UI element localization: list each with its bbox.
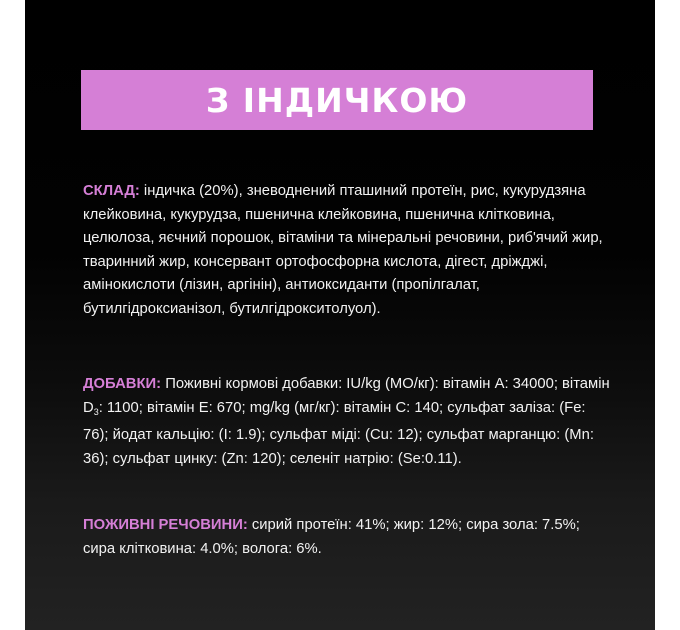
title-banner	[81, 70, 593, 130]
nutrients-text: сирий протеїн: 41%; жир: 12%; сира зола: 7.5%; сира клітковина: 4.0%; волога: 6%.	[83, 517, 580, 557]
composition-label: СКЛАД:	[83, 183, 140, 199]
nutrients-section	[83, 514, 613, 561]
additives-text-before: Поживні кормові добавки: IU/kg (МО/кг): вітамін А: 34000; вітамін D	[83, 376, 610, 416]
additives-subscript: 3	[93, 406, 99, 417]
additives-section	[83, 373, 613, 471]
additives-text-after: : 1100; вітамін Е: 670; mg/kg (мг/кг): вітамін С: 140; сульфат заліза: (Fe: 76); йодат кальцію: (I: 1.9); сульфат міді: (Cu: 12); сульфат марганцю: (Mn: 36); сульфат цинку: (Zn: 120); селеніт натрію: (Se:0.11).	[83, 399, 594, 467]
additives-label: ДОБАВКИ:	[83, 376, 162, 392]
product-info-panel	[25, 0, 655, 630]
composition-text: індичка (20%), зневоднений пташиний протеїн, рис, кукурудзяна клейковина, кукурудза, пшенична клейковина, пшенична клітковина, целюлоза, яєчний порошок, вітаміни та мінеральні речовини, риб'ячий жир, тваринний жир, консервант ортофосфорна кислота, дігест, дріжджі, амінокислоти (лізин, аргінін), антиоксиданти (пропілгалат, бутилгідроксианізол, бутилгідрокситолуол).	[83, 183, 603, 317]
page-title: З ІНДИЧКОЮ	[205, 80, 469, 120]
nutrients-label: ПОЖИВНІ РЕЧОВИНИ:	[83, 517, 248, 533]
composition-section	[83, 180, 613, 321]
